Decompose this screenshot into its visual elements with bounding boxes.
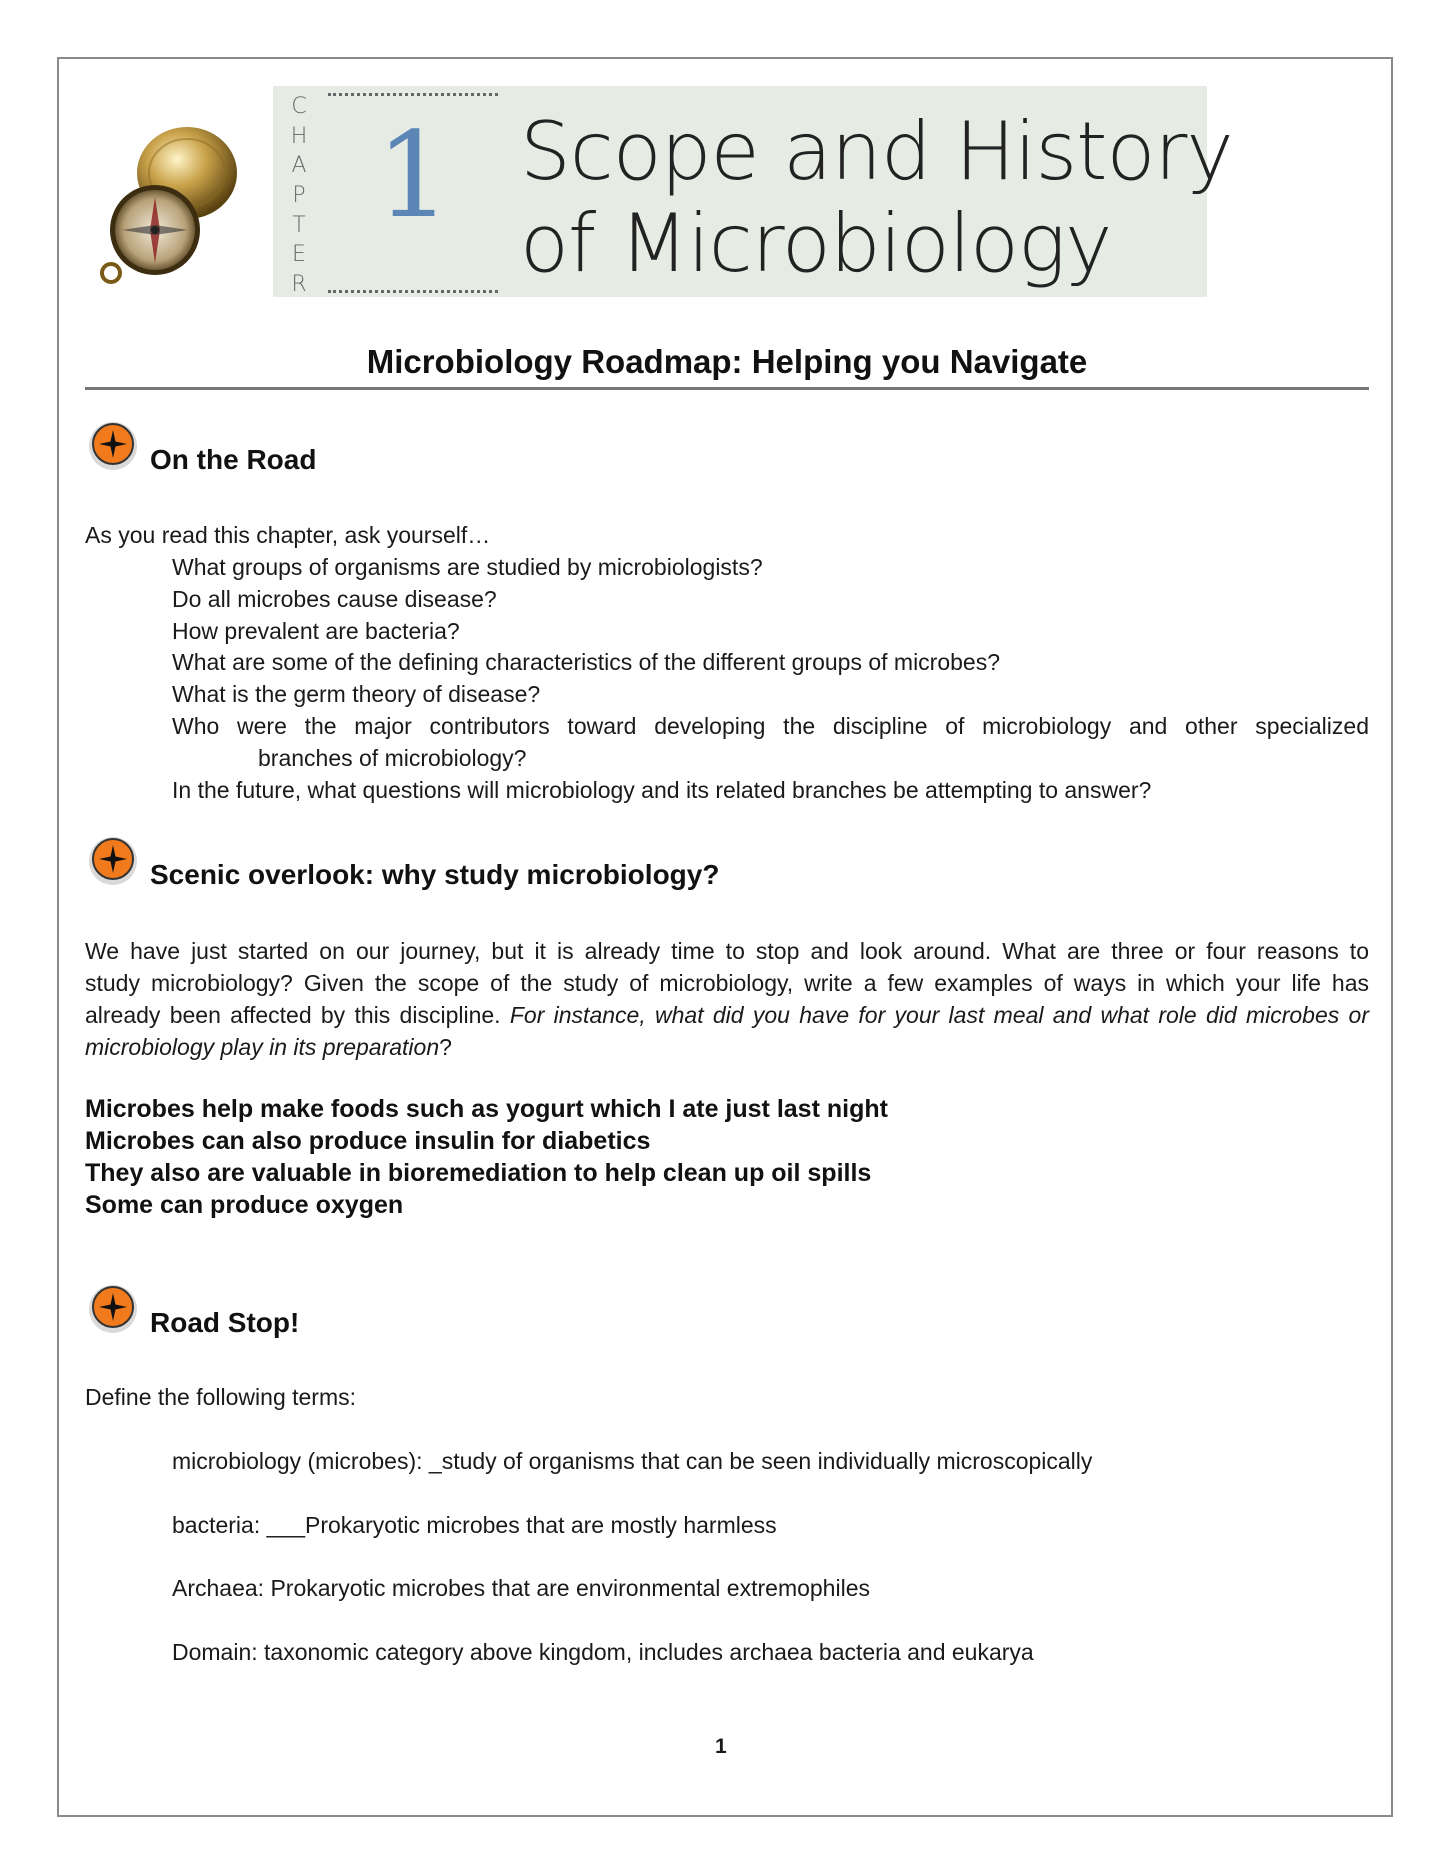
chapter-letter: H [290, 123, 308, 149]
chapter-vertical-label [287, 96, 311, 296]
question-item: What are some of the defining characteristics of the different groups of microbes? [172, 649, 1000, 675]
compass-icon [87, 835, 139, 887]
question-item: Who were the major contributors toward developing the discipline of microbiology and other specialized [172, 713, 1369, 739]
chapter-title-line: of Microbiology [520, 197, 1112, 290]
paragraph-text: already been affected by this discipline. [85, 1002, 510, 1028]
chapter-letter: A [291, 153, 307, 179]
question-item: How prevalent are bacteria? [172, 618, 460, 644]
chapter-number: 1 [376, 106, 452, 244]
chapter-letter: C [291, 94, 307, 119]
page-number: 1 [715, 1735, 727, 1758]
dotted-divider [328, 93, 498, 96]
dotted-divider [328, 290, 498, 293]
question-item: In the future, what questions will microbiology and its related branches be attempting to answer? [172, 777, 1152, 803]
chapter-letter: P [292, 182, 306, 208]
answer-line: They also are valuable in bioremediation to help clean up oil spills [85, 1159, 872, 1187]
section-heading-scenic-overlook: Scenic overlook: why study microbiology? [150, 859, 720, 890]
paragraph-italic-text: microbiology play in its preparation [85, 1034, 440, 1060]
section-intro: As you read this chapter, ask yourself… [85, 522, 491, 548]
title-rule [85, 387, 1369, 390]
question-item: Do all microbes cause disease? [172, 586, 497, 612]
paragraph-line [85, 999, 1369, 1031]
chapter-letter: T [292, 212, 306, 238]
question-item: What is the germ theory of disease? [172, 681, 541, 707]
chapter-letter: E [292, 242, 306, 268]
question-item: What groups of organisms are studied by microbiologists? [172, 554, 763, 580]
chapter-title [520, 106, 1233, 290]
paragraph-line [85, 1031, 1369, 1063]
term-definition: microbiology (microbes): _study of organisms that can be seen individually microscopically [172, 1448, 1093, 1474]
compass-icon [87, 420, 139, 472]
term-definition: Archaea: Prokaryotic microbes that are environmental extremophiles [172, 1575, 870, 1601]
pocket-compass-photo [95, 125, 245, 295]
compass-icon [87, 1283, 139, 1335]
answer-line: Microbes help make foods such as yogurt which I ate just last night [85, 1095, 888, 1123]
paragraph-line: We have just started on our journey, but it is already time to stop and look around. What are three or four reasons to [85, 938, 1369, 964]
term-definition: Domain: taxonomic category above kingdom, includes archaea bacteria and eukarya [172, 1639, 1034, 1665]
paragraph-line: study microbiology? Given the scope of the study of microbiology, write a few examples of ways in which your life has [85, 970, 1369, 996]
chapter-title-line: Scope and History [520, 105, 1233, 198]
answer-line: Some can produce oxygen [85, 1191, 404, 1219]
roadmap-title: Microbiology Roadmap: Helping you Navigate [366, 343, 1088, 380]
section-intro: Define the following terms: [85, 1384, 357, 1410]
answer-line: Microbes can also produce insulin for diabetics [85, 1127, 651, 1155]
term-definition: bacteria: ___Prokaryotic microbes that are mostly harmless [172, 1512, 777, 1538]
section-paragraph [85, 935, 1369, 1063]
section-heading-on-the-road: On the Road [150, 444, 317, 475]
paragraph-text: ? [439, 1034, 452, 1060]
chapter-letter: R [291, 271, 307, 297]
section-heading-road-stop: Road Stop! [150, 1307, 300, 1338]
question-item-continuation: branches of microbiology? [258, 745, 527, 771]
paragraph-italic-text: For instance, what did you have for your last meal and what role did microbes or [509, 1002, 1369, 1028]
